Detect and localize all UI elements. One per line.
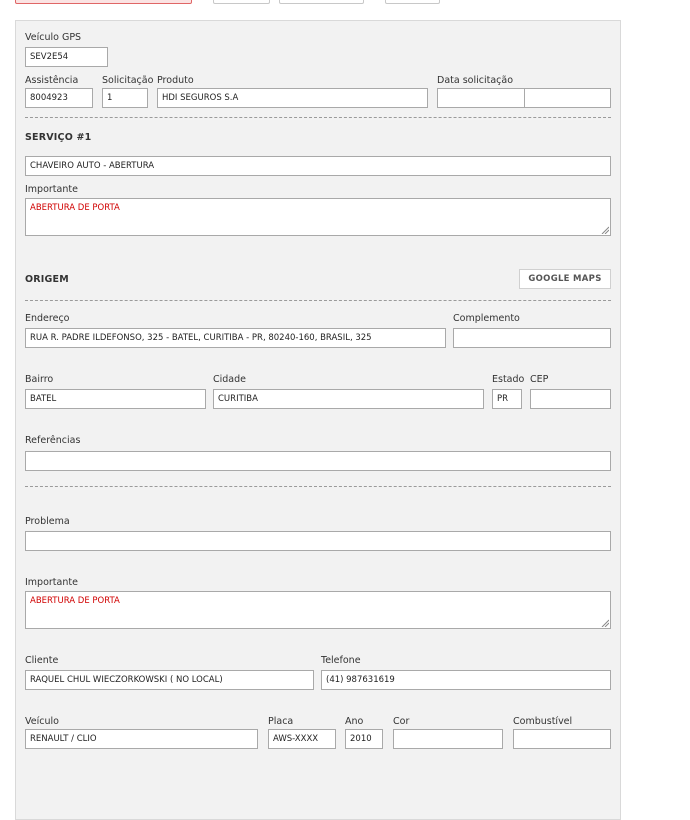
service-important-label: Importante [25, 184, 78, 195]
state-label: Estado [492, 374, 525, 385]
service-important-text: ABERTURA DE PORTA [30, 203, 120, 213]
client-label: Cliente [25, 655, 59, 666]
request-input[interactable]: 1 [102, 88, 148, 108]
vehicle-input[interactable]: RENAULT / CLIO [25, 729, 258, 749]
cep-label: CEP [530, 374, 549, 385]
top-right-button[interactable] [385, 0, 440, 4]
problem-label: Problema [25, 516, 70, 527]
service-important-textarea[interactable] [25, 198, 611, 236]
city-label: Cidade [213, 374, 246, 385]
assistance-input[interactable]: 8004923 [25, 88, 93, 108]
plate-label: Placa [268, 716, 294, 727]
request-label: Solicitação [102, 75, 154, 86]
complement-label: Complemento [453, 313, 520, 324]
state-input[interactable]: PR [492, 389, 522, 409]
color-label: Cor [393, 716, 410, 727]
divider [25, 300, 611, 301]
year-label: Ano [345, 716, 364, 727]
district-label: Bairro [25, 374, 54, 385]
address-label: Endereço [25, 313, 70, 324]
divider [25, 486, 611, 487]
vehicle-gps-input[interactable]: SEV2E54 [25, 47, 108, 67]
service-input[interactable]: CHAVEIRO AUTO - ABERTURA [25, 156, 611, 176]
request-date-input[interactable] [437, 88, 525, 108]
resize-grip-icon[interactable] [601, 226, 609, 234]
origin-title: ORIGEM [25, 274, 69, 285]
problem-important-label: Importante [25, 577, 78, 588]
plate-input[interactable]: AWS-XXXX [268, 729, 336, 749]
service-form-panel [15, 20, 621, 820]
complement-input[interactable] [453, 328, 611, 348]
problem-input[interactable] [25, 531, 611, 551]
client-input[interactable]: RAQUEL CHUL WIECZORKOWSKI ( NO LOCAL) [25, 670, 314, 690]
service-title: SERVIÇO #1 [25, 132, 92, 143]
top-red-button[interactable] [15, 0, 192, 4]
address-input[interactable]: RUA R. PADRE ILDEFONSO, 325 - BATEL, CURITIBA - PR, 80240-160, BRASIL, 325 [25, 328, 446, 348]
references-label: Referências [25, 435, 81, 446]
fuel-label: Combustível [513, 716, 573, 727]
vehicle-gps-label: Veículo GPS [25, 32, 82, 43]
google-maps-button[interactable]: GOOGLE MAPS [519, 269, 611, 289]
cep-input[interactable] [530, 389, 611, 409]
top-middle-button[interactable] [279, 0, 364, 4]
fuel-input[interactable] [513, 729, 611, 749]
vehicle-label: Veículo [25, 716, 59, 727]
resize-grip-icon[interactable] [601, 619, 609, 627]
product-input[interactable]: HDI SEGUROS S.A [157, 88, 428, 108]
phone-label: Telefone [321, 655, 361, 666]
divider [25, 117, 611, 118]
phone-input[interactable]: (41) 987631619 [321, 670, 611, 690]
assistance-label: Assistência [25, 75, 79, 86]
product-label: Produto [157, 75, 194, 86]
request-time-input[interactable] [524, 88, 611, 108]
district-input[interactable]: BATEL [25, 389, 206, 409]
color-input[interactable] [393, 729, 503, 749]
top-green-button[interactable] [213, 0, 270, 4]
request-date-label: Data solicitação [437, 75, 514, 86]
references-input[interactable] [25, 451, 611, 471]
city-input[interactable]: CURITIBA [213, 389, 484, 409]
problem-important-textarea[interactable] [25, 591, 611, 629]
year-input[interactable]: 2010 [345, 729, 383, 749]
problem-important-text: ABERTURA DE PORTA [30, 596, 120, 606]
